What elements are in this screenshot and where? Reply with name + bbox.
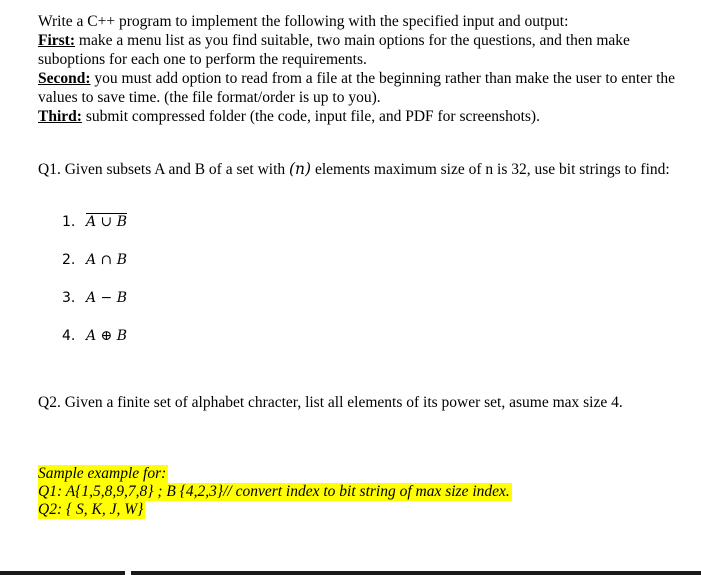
- first-requirement: [38, 31, 678, 69]
- symmetric-difference-expression: A ⊕ B: [86, 328, 128, 344]
- difference-expression: A − B: [86, 290, 128, 306]
- second-requirement: [38, 69, 678, 107]
- question-1-text-start: Q1. Given subsets A and B of a set with: [38, 161, 289, 178]
- item-number: 4.: [62, 328, 76, 344]
- third-text: submit compressed folder (the code, input file, and PDF for screenshots).: [81, 108, 540, 125]
- first-text: make a menu list as you find suitable, two main options for the questions, and then make suboptions for each one to perform the requirements.: [38, 32, 630, 68]
- list-item: [62, 288, 127, 326]
- list-item: [62, 250, 127, 288]
- third-label: Third:: [38, 108, 82, 125]
- question-1-text: [38, 160, 678, 179]
- third-requirement: [38, 107, 678, 126]
- question-2-text: Q2. Given a finite set of alphabet chracter, list all elements of its power set, asume max size 4.: [38, 394, 623, 411]
- intersection-expression: A ∩ B: [86, 252, 128, 268]
- list-item: [62, 326, 127, 364]
- item-number: 1.: [62, 214, 76, 230]
- item-number: 3.: [62, 290, 76, 306]
- set-operations-list: [62, 212, 127, 364]
- bottom-border: [0, 571, 701, 575]
- sample-heading: Sample example for:: [38, 465, 167, 482]
- list-item: [62, 212, 127, 250]
- question-1-text-end: elements maximum size of n is 32, use bit strings to find:: [311, 161, 670, 178]
- second-text: you must add option to read from a file at the beginning rather than make the user to enter the values to save time. (the file format/order is up to you).: [38, 70, 676, 106]
- item-number: 2.: [62, 252, 76, 268]
- sample-q1: Q1: A{1,5,8,9,7,8} ; B {4,2,3}// convert index to bit string of max size index.: [38, 483, 510, 500]
- sample-example-block: [38, 465, 512, 519]
- question-2: [38, 393, 678, 412]
- first-label: First:: [38, 32, 76, 49]
- instructions-block: [38, 12, 678, 126]
- instructions-heading: Write a C++ program to implement the following with the specified input and output:: [38, 13, 569, 30]
- n-variable: (n): [289, 160, 312, 178]
- second-label: Second:: [38, 70, 91, 87]
- question-1: [38, 160, 678, 179]
- sample-q2: Q2: { S, K, J, W}: [38, 501, 144, 518]
- complement-union-expression: A ∪ B: [86, 214, 128, 230]
